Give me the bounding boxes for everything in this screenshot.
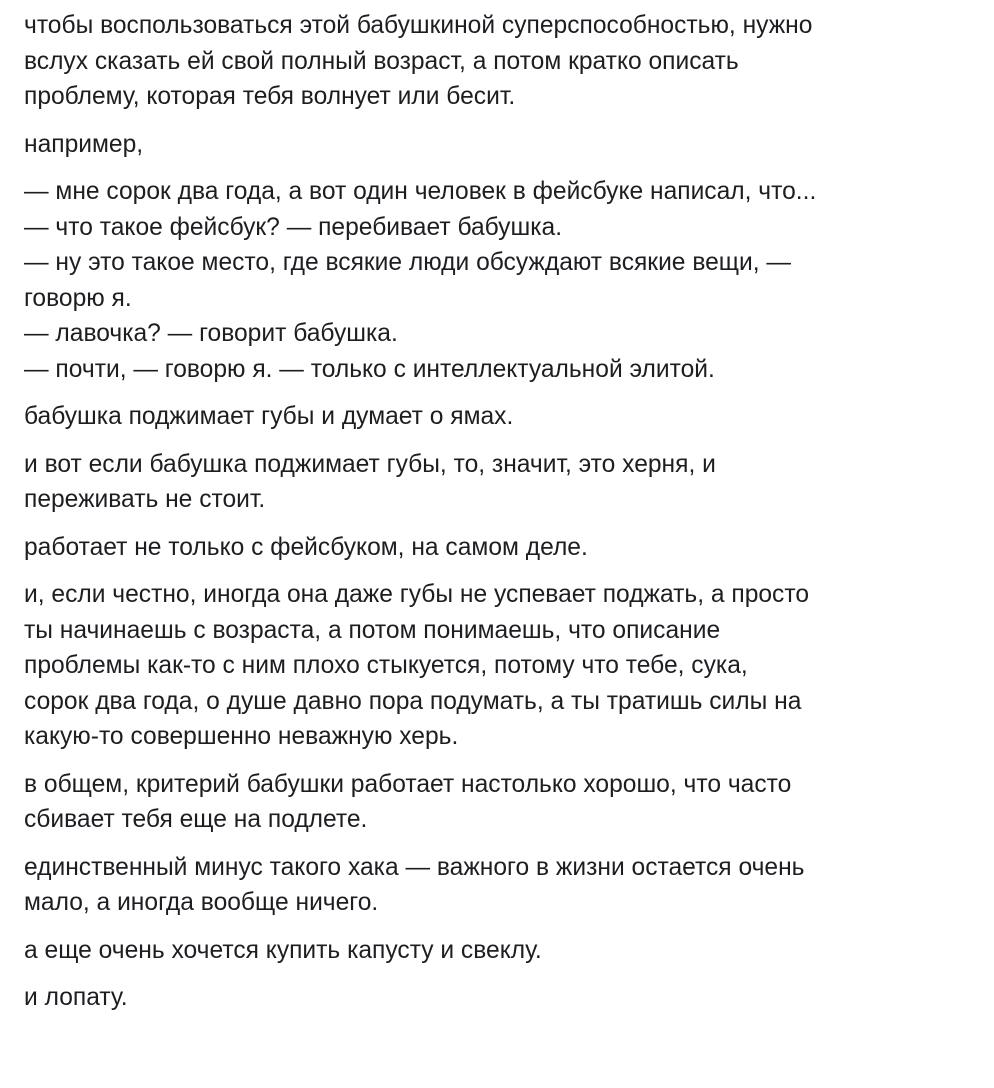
text-line: ты начинаешь с возраста, а потом понимаешь, что описание — [24, 616, 721, 644]
text-line: сбивает тебя еще на подлете. — [24, 806, 368, 833]
dialogue-line: — почти, — говорю я. — только с интеллектуальной элитой. — [24, 355, 715, 383]
dialogue-line: — мне сорок два года, а вот один человек в фейсбуке написал, что... — [24, 178, 817, 205]
text-line: мало, а иногда вообще ничего. — [24, 889, 379, 916]
text-line: например, — [24, 130, 144, 158]
text-line: единственный минус такого хака — важного в жизни остается очень — [24, 853, 805, 881]
text-line: какую-то совершенно неважную херь. — [24, 723, 459, 750]
text-line: чтобы воспользоваться этой бабушкиной суперспособностью, нужно — [24, 12, 813, 39]
dialogue-line: — лавочка? — говорит бабушка. — [24, 320, 398, 347]
paragraph — [24, 577, 974, 755]
dialogue-line: говорю я. — [24, 284, 132, 312]
text-line: а еще очень хочется купить капусту и свеклу. — [24, 936, 542, 964]
text-line: проблему, которая тебя волнует или бесит. — [24, 83, 516, 110]
post-body — [24, 8, 974, 1028]
text-line: в общем, критерий бабушки работает настолько хорошо, что часто — [24, 770, 792, 798]
paragraph — [24, 447, 974, 518]
dialogue-paragraph — [24, 174, 974, 387]
dialogue-line: — ну это такое место, где всякие люди обсуждают всякие вещи, — — [24, 249, 792, 276]
paragraph — [24, 530, 974, 566]
paragraph — [24, 127, 974, 163]
paragraph — [24, 933, 974, 969]
text-line: бабушка поджимает губы и думает о ямах. — [24, 403, 514, 430]
paragraph — [24, 399, 974, 435]
text-line: вслух сказать ей свой полный возраст, а потом кратко описать — [24, 47, 739, 75]
text-line: и лопату. — [24, 984, 128, 1011]
paragraph — [24, 850, 974, 921]
paragraph — [24, 980, 974, 1016]
text-line: проблемы как-то с ним плохо стыкуется, потому что тебе, сука, — [24, 652, 748, 679]
text-line: работает не только с фейсбуком, на самом деле. — [24, 533, 588, 561]
text-line: сорок два года, о душе давно пора подумать, а ты тратишь силы на — [24, 687, 802, 715]
paragraph — [24, 767, 974, 838]
paragraph — [24, 8, 974, 115]
text-line: переживать не стоит. — [24, 486, 266, 513]
dialogue-line: — что такое фейсбук? — перебивает бабушка. — [24, 213, 563, 241]
text-line: и, если честно, иногда она даже губы не успевает поджать, а просто — [24, 581, 810, 608]
text-line: и вот если бабушка поджимает губы, то, значит, это херня, и — [24, 450, 716, 478]
